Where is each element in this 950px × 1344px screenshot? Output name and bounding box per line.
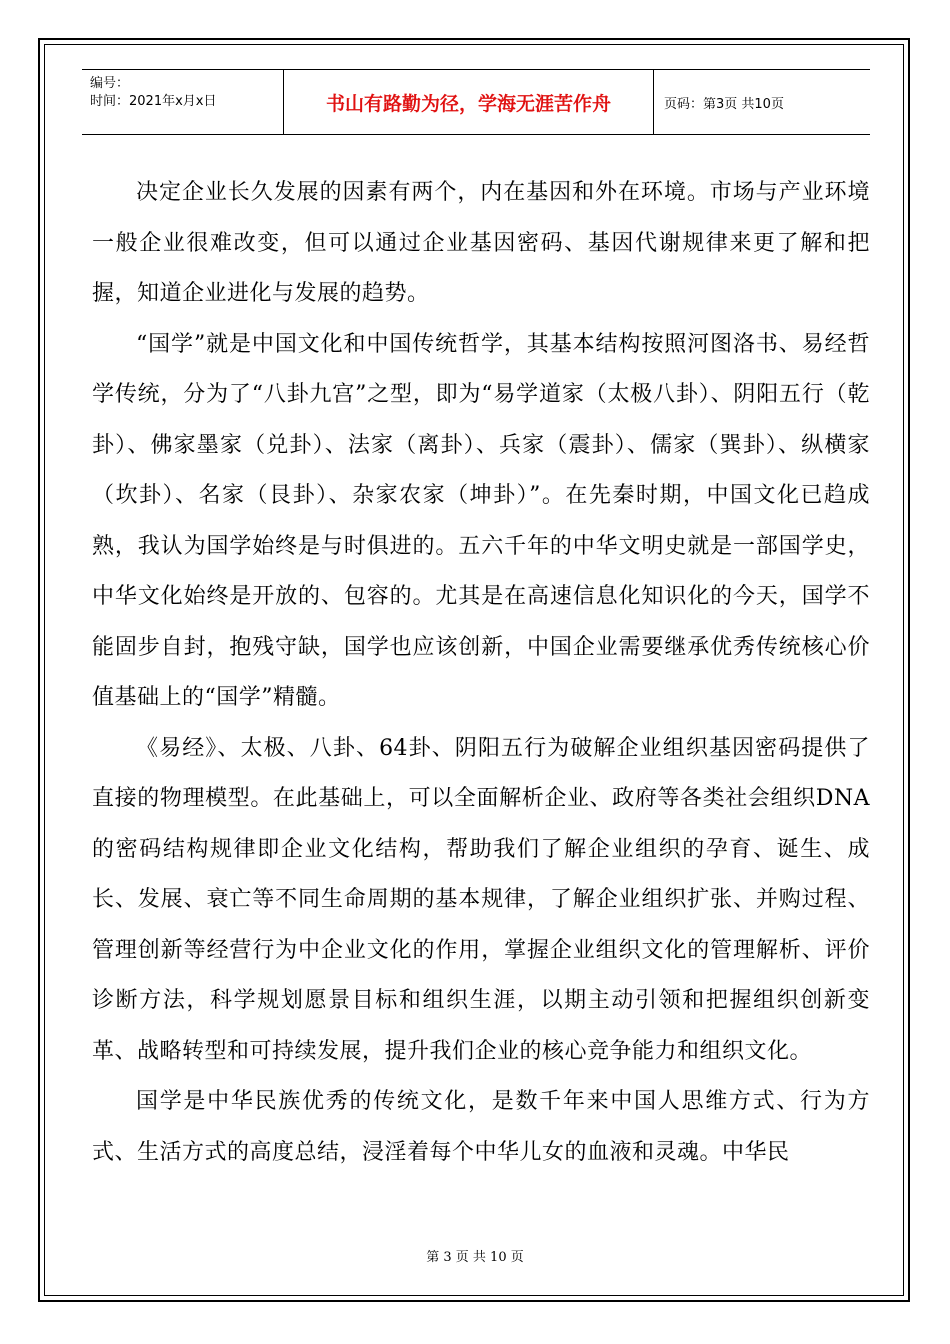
page-footer: 第 3 页 共 10 页 xyxy=(426,1250,524,1265)
document-body xyxy=(92,168,870,1178)
paragraph-2: “国学”就是中国文化和中国传统哲学，其基本结构按照河图洛书、易经哲学传统，分为了“八卦九宫”之型，即为“易学道家（太极八卦）、阴阳五行（乾卦）、佛家墨家（兑卦）、法家（离卦）、兵家（震卦）、儒家（巽卦）、纵横家（坎卦）、名家（艮卦）、杂家农家（坤卦）”。在先秦时期，中国文化已趋成熟，我认为国学始终是与时俱进的。五六千年的中华文明史就是一部国学史，中华文化始终是开放的、包容的。尤其是在高速信息化知识化的今天，国学不能固步自封，抱残守缺，国学也应该创新，中国企业需要继承优秀传统核心价值基础上的“国学”精髓。 xyxy=(92,331,870,710)
header-motto: 书山有路勤为径，学海无涯苦作舟 xyxy=(284,70,654,134)
paragraph-1: 决定企业长久发展的因素有两个，内在基因和外在环境。市场与产业环境一般企业很难改变，但可以通过企业基因密码、基因代谢规律来更了解和把握，知道企业进化与发展的趋势。 xyxy=(92,180,870,306)
header-meta-cell xyxy=(82,70,284,134)
number-label: 编号： xyxy=(90,76,130,91)
header-page-info: 页码：第3页 共10页 xyxy=(664,96,784,112)
document-header xyxy=(82,69,870,135)
paragraph-3: 《易经》、太极、八卦、64卦、阴阳五行为破解企业组织基因密码提供了直接的物理模型。在此基础上，可以全面解析企业、政府等各类社会组织DNA的密码结构规律即企业文化结构，帮助我们了解企业组织的孕育、诞生、成长、发展、衰亡等不同生命周期的基本规律，了解企业组织扩张、并购过程、管理创新等经营行为中企业文化的作用，掌握企业组织文化的管理解析、评价诊断方法，科学规划愿景目标和组织生涯，以期主动引领和把握组织创新变革、战略转型和可持续发展，提升我们企业的核心竞争能力和组织文化。 xyxy=(92,735,870,1064)
paragraph-4: 国学是中华民族优秀的传统文化，是数千年来中国人思维方式、行为方式、生活方式的高度总结，浸淫着每个中华儿女的血液和灵魂。中华民 xyxy=(92,1089,870,1165)
time-label: 时间：2021年x月x日 xyxy=(90,94,217,109)
